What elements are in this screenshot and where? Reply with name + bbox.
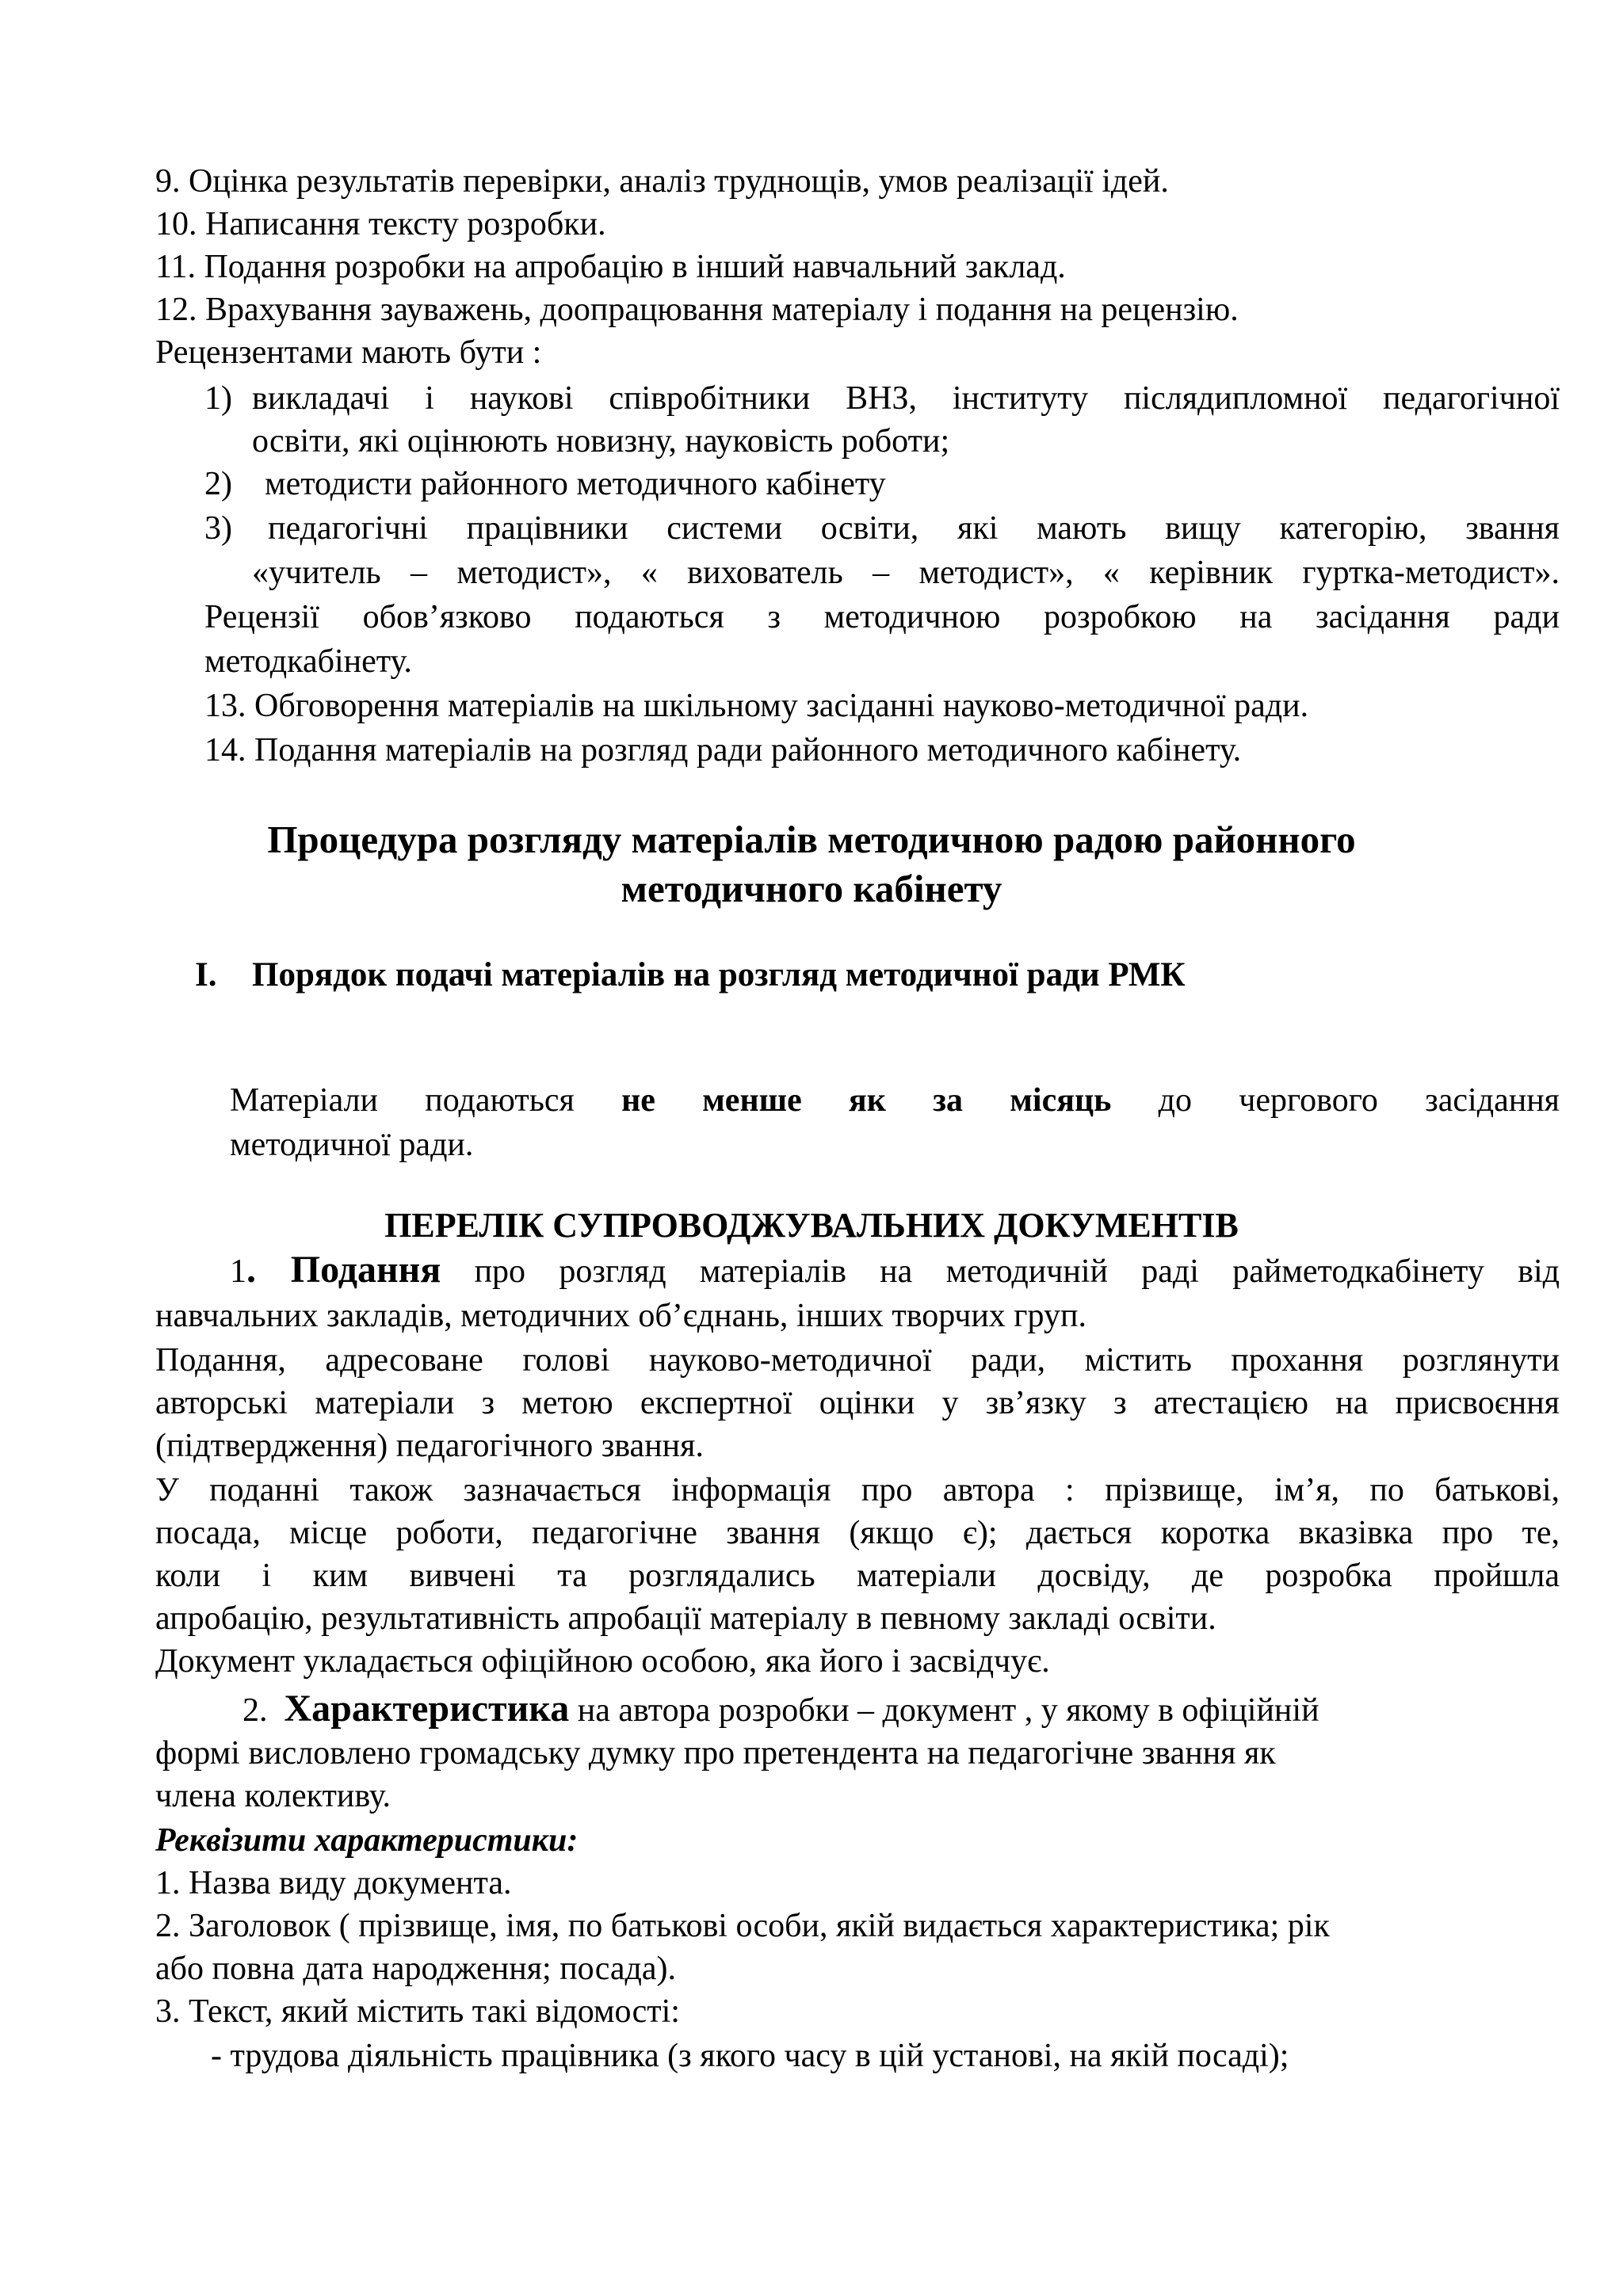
requisites-title: Реквізити характеристики: — [155, 1822, 579, 1859]
reviewer-2-line1: методисти районного методичного кабінету — [265, 466, 886, 502]
doc1-para2-line4: апробацію, результативність апробації матеріалу в певному закладі освіти. — [155, 1600, 1216, 1637]
doc2-term: Характеристика — [284, 1688, 570, 1730]
doc1-para3: Документ укладається офіційною особою, яка його і засвідчує. — [155, 1643, 1050, 1680]
doc2-line1 — [242, 1688, 1319, 1732]
doc2-line3: члена колективу. — [155, 1778, 391, 1814]
section-1-number: I. — [195, 956, 217, 994]
step-14: 14. Подання матеріалів на розгляд ради районного методичного кабінету. — [204, 732, 1242, 769]
step-9: 9. Оцінка результатів перевірки, аналіз труднощів, умов реалізації ідей. — [155, 163, 1169, 200]
doc1-rest: про розгляд матеріалів на методичній раді райметодкабінету від — [441, 1253, 1560, 1290]
reviewer-2-number: 2) — [204, 466, 232, 502]
doc1-para2-line2: посада, місце роботи, педагогічне звання (якщо є); дається коротка вказівка про те, — [155, 1515, 1560, 1551]
step-10: 10. Написання тексту розробки. — [155, 206, 606, 242]
deadline-line1 — [230, 1079, 1560, 1122]
documents-list-title: ПЕРЕЛІК СУПРОВОДЖУВАЛЬНИХ ДОКУМЕНТІВ — [384, 1206, 1239, 1245]
step-11: 11. Подання розробки на апробацію в інший навчальний заклад. — [155, 249, 1066, 285]
reviewers-intro: Рецензентами мають бути : — [155, 334, 542, 371]
doc1-dot: . — [246, 1249, 291, 1291]
deadline-text-after: до чергового засідання — [1111, 1082, 1560, 1119]
reviews-note-line1: Рецензії обов’язково подаються з методичною розробкою на засідання ради — [204, 599, 1560, 635]
deadline-text-before: Матеріали подаються — [230, 1082, 622, 1119]
doc1-para1-line2: авторські матеріали з метою експертної оцінки у зв’язку з атестацією на присвоєння — [155, 1385, 1560, 1421]
step-13: 13. Обговорення матеріалів на шкільному засіданні науково-методичної ради. — [204, 688, 1309, 724]
reviewer-1-line2: освіти, які оцінюють новизну, науковість роботи; — [252, 423, 950, 460]
doc1-line2: навчальних закладів, методичних об’єднань, інших творчих груп. — [155, 1298, 1086, 1334]
reviewer-3-line1: педагогічні працівники системи освіти, які мають вищу категорію, звання — [268, 510, 1560, 547]
reviews-note-line2: методкабінету. — [204, 643, 412, 680]
doc1-para2-line3: коли і ким вивчені та розглядались матеріали досвіду, де розробка пройшла — [155, 1558, 1560, 1594]
reviewer-3-line2: «учитель – методист», « вихователь – методист», « керівник гуртка-методист». — [252, 555, 1560, 591]
deadline-line2: методичної ради. — [230, 1127, 474, 1163]
doc1-number: 1 — [230, 1253, 246, 1290]
requisite-3: 3. Текст, який містить такі відомості: — [155, 1993, 680, 2030]
doc1-line1 — [230, 1249, 1560, 1293]
requisite-2-line2: або повна дата народження; посада). — [155, 1951, 677, 1987]
requisite-2-line1: 2. Заголовок ( прізвище, імя, по батькові особи, якій видається характеристика; рік — [155, 1908, 1330, 1944]
procedure-title-line2: методичного кабінету — [621, 867, 1002, 910]
doc2-number: 2. — [242, 1692, 268, 1729]
doc2-line2: формі висловлено громадську думку про претендента на педагогічне звання як — [155, 1735, 1276, 1772]
doc1-para1-line3: (підтвердження) педагогічного звання. — [155, 1428, 704, 1464]
reviewer-1-number: 1) — [204, 380, 232, 417]
bullet-work-activity: - трудова діяльність працівника (з якого часу в цій установі, на якій посаді); — [211, 2038, 1289, 2074]
doc1-term: Подання — [290, 1249, 441, 1291]
doc2-rest: на автора розробки – документ , у якому в офіційній — [569, 1692, 1319, 1729]
doc1-para1-line1: Подання, адресоване голові науково-методичної ради, містить прохання розглянути — [155, 1342, 1560, 1379]
deadline-bold: не менше як за місяць — [621, 1082, 1112, 1119]
step-12: 12. Врахування зауважень, доопрацювання матеріалу і подання на рецензію. — [155, 292, 1239, 328]
doc1-para2-line1: У поданні також зазначається інформація про автора : прізвище, ім’я, по батькові, — [155, 1472, 1560, 1508]
requisite-1: 1. Назва виду документа. — [155, 1865, 512, 1901]
reviewer-1-line1: викладачі і наукові співробітники ВНЗ, інституту післядипломної педагогічної — [252, 380, 1560, 417]
procedure-title-line1: Процедура розгляду матеріалів методичною радою районного — [267, 818, 1356, 861]
reviewer-3-number: 3) — [204, 510, 232, 547]
section-1-title: Порядок подачі матеріалів на розгляд методичної ради РМК — [252, 956, 1186, 994]
